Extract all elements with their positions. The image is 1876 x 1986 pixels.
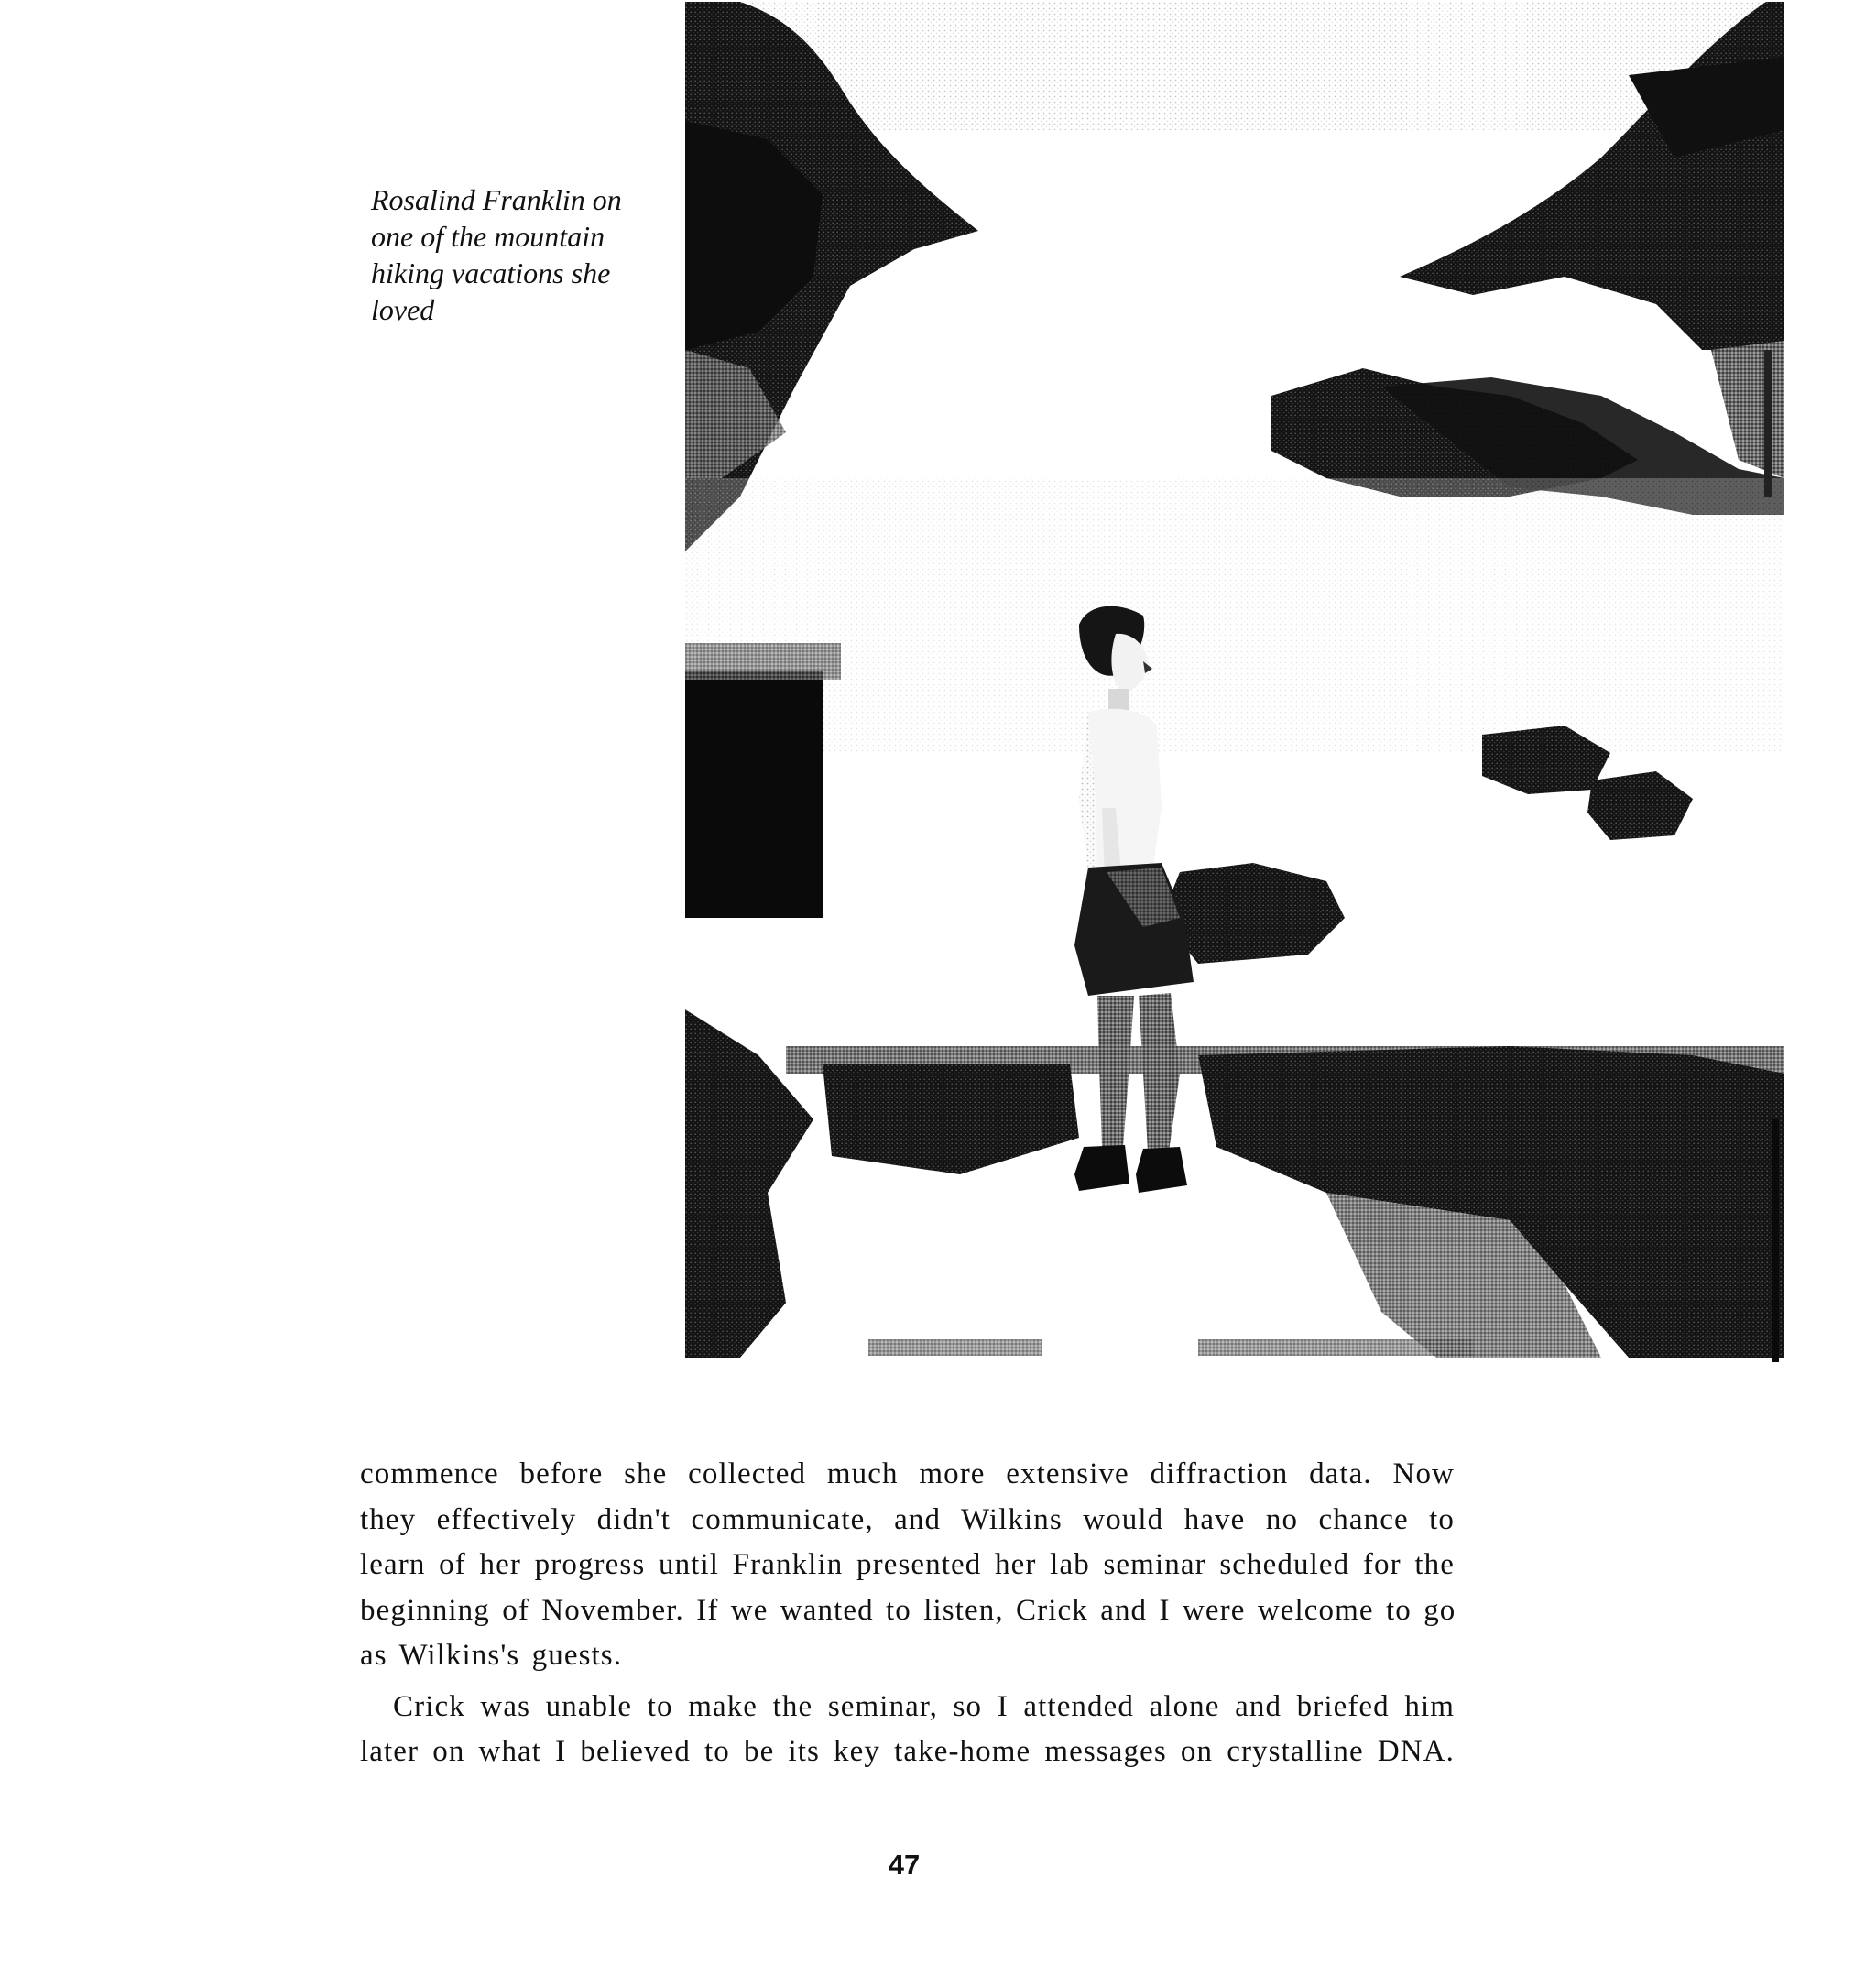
text-line: commence before she collected much more extensive diffraction data. Now xyxy=(360,1457,1455,1490)
photo-caption xyxy=(371,181,664,328)
caption-line: hiking vacations she xyxy=(371,256,611,289)
text-line: as Wilkins's guests. xyxy=(360,1639,623,1672)
paragraph xyxy=(360,1685,1455,1775)
text-line: learn of her progress until Franklin presented her lab seminar scheduled for the xyxy=(360,1548,1455,1581)
text-line: they effectively didn't communicate, and Wilkins would have no chance to xyxy=(360,1502,1455,1536)
caption-line: Rosalind Franklin on xyxy=(371,183,622,216)
page-number: 47 xyxy=(888,1849,921,1881)
text-line: later on what I believed to be its key take-home messages on crystalline DNA. xyxy=(360,1735,1455,1768)
text-line: beginning of November. If we wanted to listen, Crick and I were welcome to go xyxy=(360,1593,1456,1627)
paragraph xyxy=(360,1452,1455,1679)
caption-line: one of the mountain xyxy=(371,220,605,253)
caption-line: loved xyxy=(371,293,435,326)
body-text xyxy=(360,1452,1455,1775)
text-line: Crick was unable to make the seminar, so I attended alone and briefed him xyxy=(393,1689,1455,1723)
woman-hiker-mountain-photo xyxy=(685,2,1784,1362)
